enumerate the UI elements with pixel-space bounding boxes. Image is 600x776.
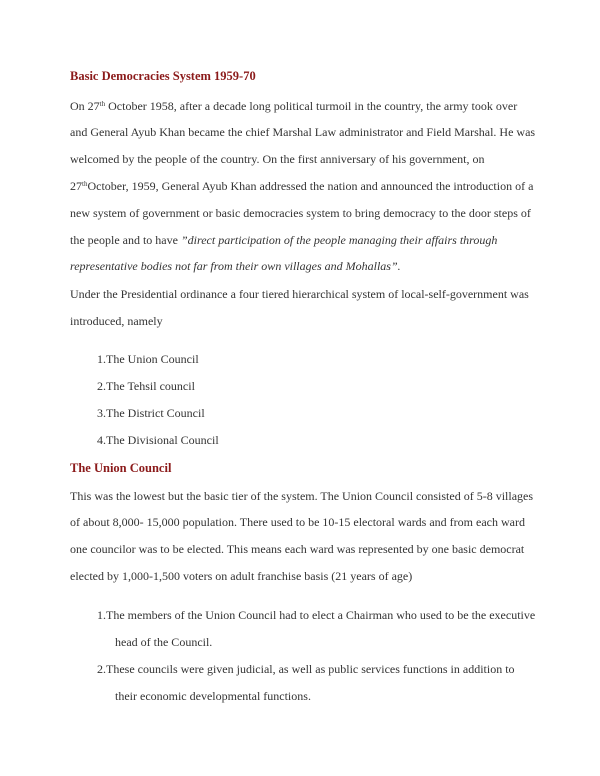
quote-text: ”direct participation of the people managing their affairs through xyxy=(180,233,498,247)
paragraph-line xyxy=(70,99,517,113)
list-item-point-continuation: head of the Council. xyxy=(115,635,213,649)
paragraph-line: one councilor was to be elected. This means each ward was represented by one basic democrat xyxy=(70,542,525,556)
list-item-point: 1.The members of the Union Council had to elect a Chairman who used to be the executive xyxy=(97,608,536,622)
superscript: th xyxy=(99,100,106,108)
list-item-tier: 2.The Tehsil council xyxy=(97,379,195,393)
text: the people and to have xyxy=(70,233,181,247)
paragraph-line: This was the lowest but the basic tier of the system. The Union Council consisted of 5-8 villages xyxy=(70,489,534,503)
list-item-tier: 3.The District Council xyxy=(97,406,205,420)
list-item-tier: 4.The Divisional Council xyxy=(97,433,219,447)
text: On 27 xyxy=(70,99,100,113)
section-heading-union-council: The Union Council xyxy=(70,461,172,475)
list-item-point: 2.These councils were given judicial, as well as public services functions in addition to xyxy=(97,662,515,676)
paragraph-line: elected by 1,000-1,500 voters on adult franchise basis (21 years of age) xyxy=(70,569,413,583)
paragraph-line: and General Ayub Khan became the chief Marshal Law administrator and Field Marshal. He was xyxy=(70,125,536,139)
quote-line: representative bodies not far from their own villages and Mohallas”. xyxy=(70,259,401,273)
paragraph-line xyxy=(70,233,497,247)
paragraph-line: welcomed by the people of the country. On the first anniversary of his government, on xyxy=(70,152,485,166)
section-heading-basic-democracies: Basic Democracies System 1959-70 xyxy=(70,69,256,83)
paragraph-line: of about 8,000- 15,000 population. There used to be 10-15 electoral wards and from each ward xyxy=(70,515,525,529)
text: 27 xyxy=(70,179,82,193)
paragraph-line: new system of government or basic democracies system to bring democracy to the door steps of xyxy=(70,206,531,220)
paragraph-line xyxy=(70,179,533,193)
paragraph-line: Under the Presidential ordinance a four tiered hierarchical system of local-self-government was xyxy=(70,287,529,301)
text: October, 1959, General Ayub Khan addressed the nation and announced the introduction of a xyxy=(87,179,534,193)
text: October 1958, after a decade long political turmoil in the country, the army took over xyxy=(105,99,518,113)
superscript: th xyxy=(82,180,88,188)
paragraph-line: introduced, namely xyxy=(70,314,163,328)
list-item-tier: 1.The Union Council xyxy=(97,352,199,366)
list-item-point-continuation: their economic developmental functions. xyxy=(115,689,311,703)
